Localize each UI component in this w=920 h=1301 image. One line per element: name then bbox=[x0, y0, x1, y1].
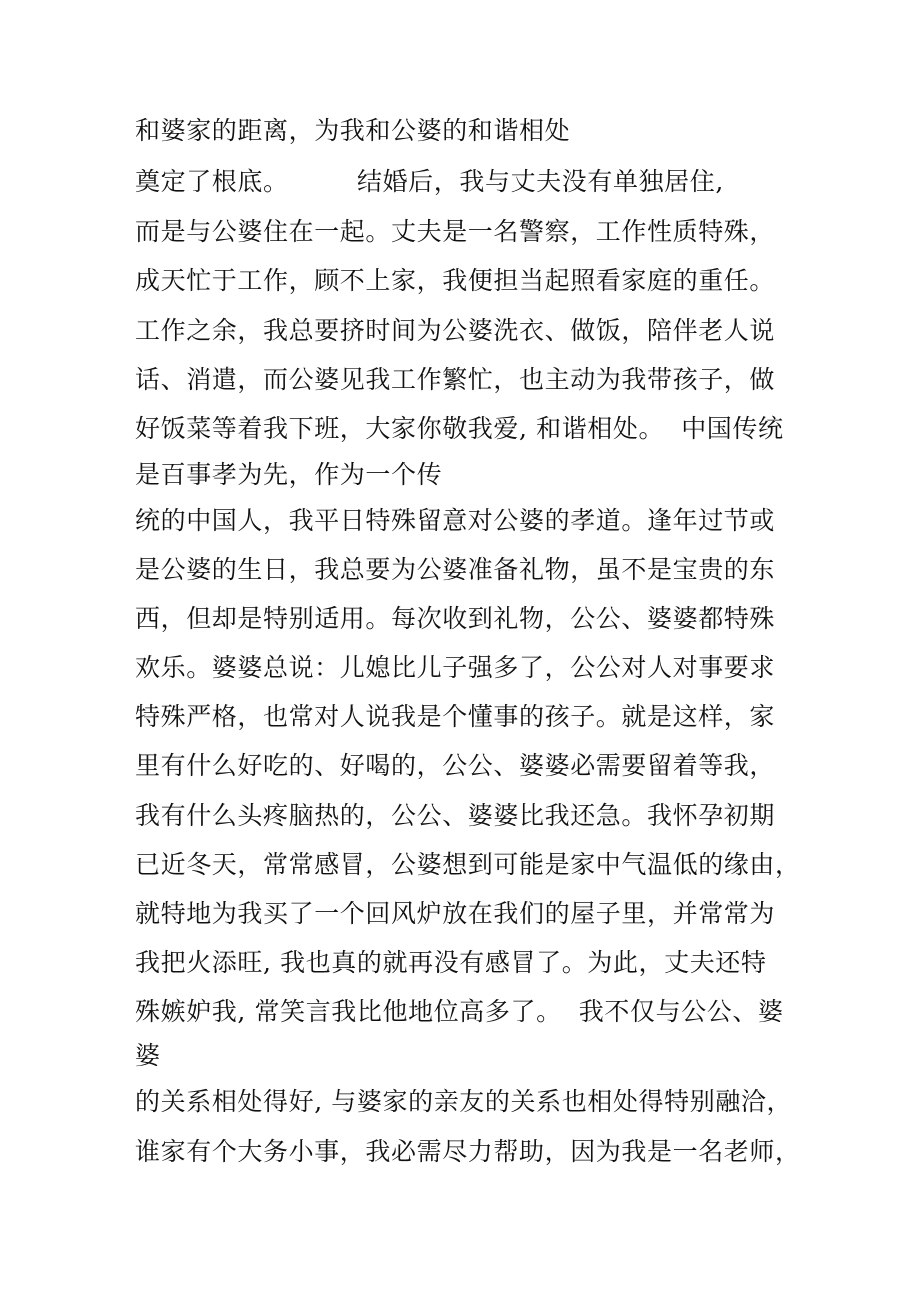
text-line: 谁家有个大务小事，我必需尽力帮助，因为我是一名老师， bbox=[135, 1137, 801, 1166]
text-line: 和婆家的距离，为我和公婆的和谐相处 bbox=[135, 116, 571, 145]
text-line: 就特地为我买了一个回风炉放在我们的屋子里，并常常为 bbox=[135, 899, 776, 928]
text-line: 话、消遣，而公婆见我工作繁忙，也主动为我带孩子，做 bbox=[135, 365, 776, 394]
text-line: 而是与公婆住在一起。丈夫是一名警察，工作性质特殊， bbox=[135, 217, 776, 246]
text-line: 已近冬天，常常感冒，公婆想到可能是家中气温低的缘由， bbox=[135, 850, 801, 879]
text-line: 我有什么头疼脑热的，公公、婆婆比我还急。我怀孕初期 bbox=[135, 801, 776, 830]
text-line: 成天忙于工作，顾不上家，我便担当起照看家庭的重任。 bbox=[135, 266, 776, 295]
text-line: 欢乐。婆婆总说：儿媳比儿子强多了，公公对人对事要求 bbox=[135, 653, 776, 682]
text-line: 我把火添旺, 我也真的就再没有感冒了。为此，丈夫还特 bbox=[135, 948, 767, 977]
text-line: 殊嫉妒我, 常笑言我比他地位高多了。 我不仅与公公、婆 bbox=[135, 997, 784, 1026]
text-line: 是公婆的生日，我总要为公婆准备礼物，虽不是宝贵的东 bbox=[135, 555, 776, 584]
text-line: 的关系相处得好, 与婆家的亲友的关系也相处得特别融洽， bbox=[135, 1087, 793, 1116]
text-line: 工作之余，我总要挤时间为公婆洗衣、做饭，陪伴老人说 bbox=[135, 316, 776, 345]
text-line: 特殊严格，也常对人说我是个懂事的孩子。就是这样，家 bbox=[135, 702, 776, 731]
text-line: 是百事孝为先，作为一个传 bbox=[135, 460, 443, 489]
text-line: 统的中国人，我平日特殊留意对公婆的孝道。逢年过节或 bbox=[135, 506, 776, 535]
text-line: 婆 bbox=[135, 1041, 161, 1070]
text-line: 西，但却是特别适用。每次收到礼物，公公、婆婆都特殊 bbox=[135, 604, 776, 633]
text-line: 奠定了根底。 结婚后，我与丈夫没有单独居住, bbox=[135, 167, 724, 196]
text-line: 好饭菜等着我下班，大家你敬我爱, 和谐相处。 中国传统 bbox=[135, 414, 784, 443]
text-line: 里有什么好吃的、好喝的，公公、婆婆必需要留着等我， bbox=[135, 751, 776, 780]
